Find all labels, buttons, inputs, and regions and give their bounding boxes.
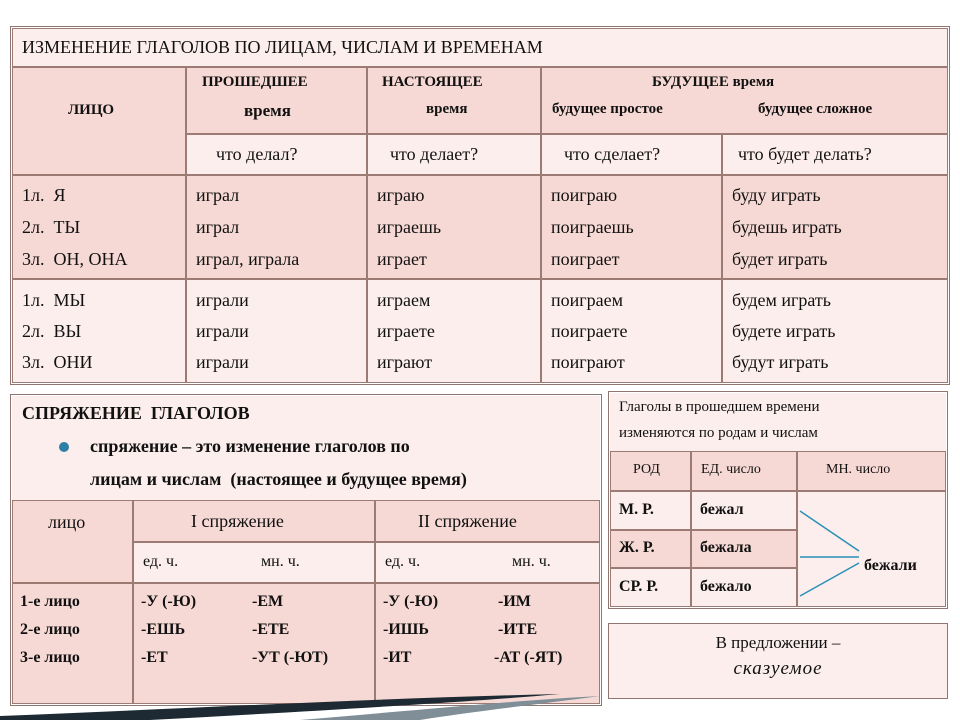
connector-line-1: [800, 511, 859, 551]
sg-past-2: играл: [196, 217, 240, 237]
conj-person-1: 1-е лицо: [20, 593, 80, 610]
head-past-line2: время: [244, 101, 291, 120]
head-future-line1: БУДУЩЕЕ время: [652, 74, 775, 90]
pl-person-1: 1л. МЫ: [22, 290, 86, 310]
top-title: ИЗМЕНЕНИЕ ГЛАГОЛОВ ПО ЛИЦАМ, ЧИСЛАМ И ВРЕМЕНАМ: [22, 37, 543, 57]
sg-future-compound-2: будешь играть: [732, 217, 842, 237]
conj-second-sg-2: -ИШЬ: [383, 621, 429, 638]
connector-lines: [797, 491, 867, 607]
conj-person-3: 3-е лицо: [20, 649, 80, 666]
head-future-compound: будущее сложное: [758, 101, 873, 117]
conj-second-sg-3: -ИТ: [383, 649, 412, 666]
pl-present-2: играете: [377, 321, 435, 341]
sg-future-simple-2: поиграешь: [551, 217, 634, 237]
pl-future-compound-3: будут играть: [732, 352, 829, 372]
pl-future-simple-3: поиграют: [551, 352, 625, 372]
conj-second-pl-3: -АТ (-ЯТ): [494, 649, 563, 666]
sg-future-compound-3: будет играть: [732, 249, 828, 269]
sg-future-simple-1: поиграю: [551, 185, 618, 205]
past-form-2: бежала: [700, 539, 752, 556]
past-title-line1: Глаголы в прошедшем времени: [619, 399, 820, 415]
bullet-icon: [59, 442, 69, 452]
connector-line-3: [800, 563, 859, 596]
pl-past-2: играли: [196, 321, 249, 341]
past-plural: бежали: [864, 557, 917, 574]
past-gender-1: М. Р.: [619, 501, 654, 518]
head-present-line1: НАСТОЯЩЕЕ: [382, 74, 483, 90]
q-future-simple: что сделает?: [564, 144, 661, 164]
pl-person-3: 3л. ОНИ: [22, 352, 93, 372]
q-past: что делал?: [216, 144, 298, 164]
pl-present-1: играем: [377, 290, 431, 310]
conj-first-pl-label: мн. ч.: [261, 553, 300, 570]
past-head-gender: РОД: [633, 462, 660, 477]
sg-present-2: играешь: [377, 217, 442, 237]
head-future-simple: будущее простое: [552, 101, 663, 117]
past-head-sg: ЕД. число: [701, 462, 761, 477]
pl-future-simple-2: поиграете: [551, 321, 628, 341]
conj-first-sg-1: -У (-Ю): [141, 593, 197, 610]
conj-second-pl-1: -ИМ: [498, 593, 531, 610]
sg-future-compound-1: буду играть: [732, 185, 821, 205]
conj-title: СПРЯЖЕНИЕ ГЛАГОЛОВ: [22, 403, 250, 423]
conj-definition-line1: спряжение – это изменение глаголов по: [90, 436, 410, 456]
pl-future-compound-1: будем играть: [732, 290, 831, 310]
q-present: что делает?: [390, 144, 479, 164]
conj-head-first: I спряжение: [191, 511, 284, 531]
conj-head-person: лицо: [48, 512, 86, 532]
conj-first-sg-label: ед. ч.: [143, 553, 179, 570]
sg-present-1: играю: [377, 185, 425, 205]
past-title-line2: изменяются по родам и числам: [619, 425, 818, 441]
pl-person-2: 2л. ВЫ: [22, 321, 82, 341]
past-head-pl: МН. число: [826, 462, 891, 477]
past-gender-2: Ж. Р.: [619, 539, 655, 556]
pl-future-simple-1: поиграем: [551, 290, 624, 310]
pl-present-3: играют: [377, 352, 433, 372]
sentence-line1: В предложении –: [715, 633, 841, 652]
head-past-line1: ПРОШЕДШЕЕ: [202, 74, 308, 90]
head-person-cell: [12, 67, 186, 175]
sg-person-1: 1л. Я: [22, 185, 66, 205]
sg-past-1: играл: [196, 185, 240, 205]
conj-first-sg-3: -ЕТ: [141, 649, 168, 666]
head-present-line2: время: [426, 101, 468, 117]
sentence-line2: сказуемое: [733, 658, 823, 679]
q-future-compound: что будет делать?: [738, 144, 872, 164]
conj-first-pl-1: -ЕМ: [252, 593, 284, 610]
conj-head-second: II спряжение: [418, 511, 517, 531]
past-form-1: бежал: [700, 501, 744, 518]
past-gender-3: СР. Р.: [619, 578, 659, 595]
past-form-3: бежало: [700, 578, 752, 595]
decorative-swoosh: [0, 690, 960, 720]
conj-definition-line2: лицам и числам (настоящее и будущее время): [90, 469, 467, 489]
conj-second-pl-label: мн. ч.: [512, 553, 551, 570]
conj-person-2: 2-е лицо: [20, 621, 80, 638]
conj-first-sg-2: -ЕШЬ: [141, 621, 186, 638]
conj-first-pl-2: -ЕТЕ: [252, 621, 290, 638]
conj-second-sg-label: ед. ч.: [385, 553, 421, 570]
pl-past-3: играли: [196, 352, 249, 372]
conj-second-pl-2: -ИТЕ: [498, 621, 538, 638]
sg-future-simple-3: поиграет: [551, 249, 620, 269]
pl-future-compound-2: будете играть: [732, 321, 836, 341]
sg-person-2: 2л. ТЫ: [22, 217, 81, 237]
conj-first-pl-3: -УТ (-ЮТ): [252, 649, 329, 666]
pl-past-1: играли: [196, 290, 249, 310]
sg-person-3: 3л. ОН, ОНА: [22, 249, 128, 269]
sg-past-3: играл, играла: [196, 249, 300, 269]
conj-second-sg-1: -У (-Ю): [383, 593, 439, 610]
head-person: ЛИЦО: [68, 102, 114, 118]
sg-present-3: играет: [377, 249, 427, 269]
